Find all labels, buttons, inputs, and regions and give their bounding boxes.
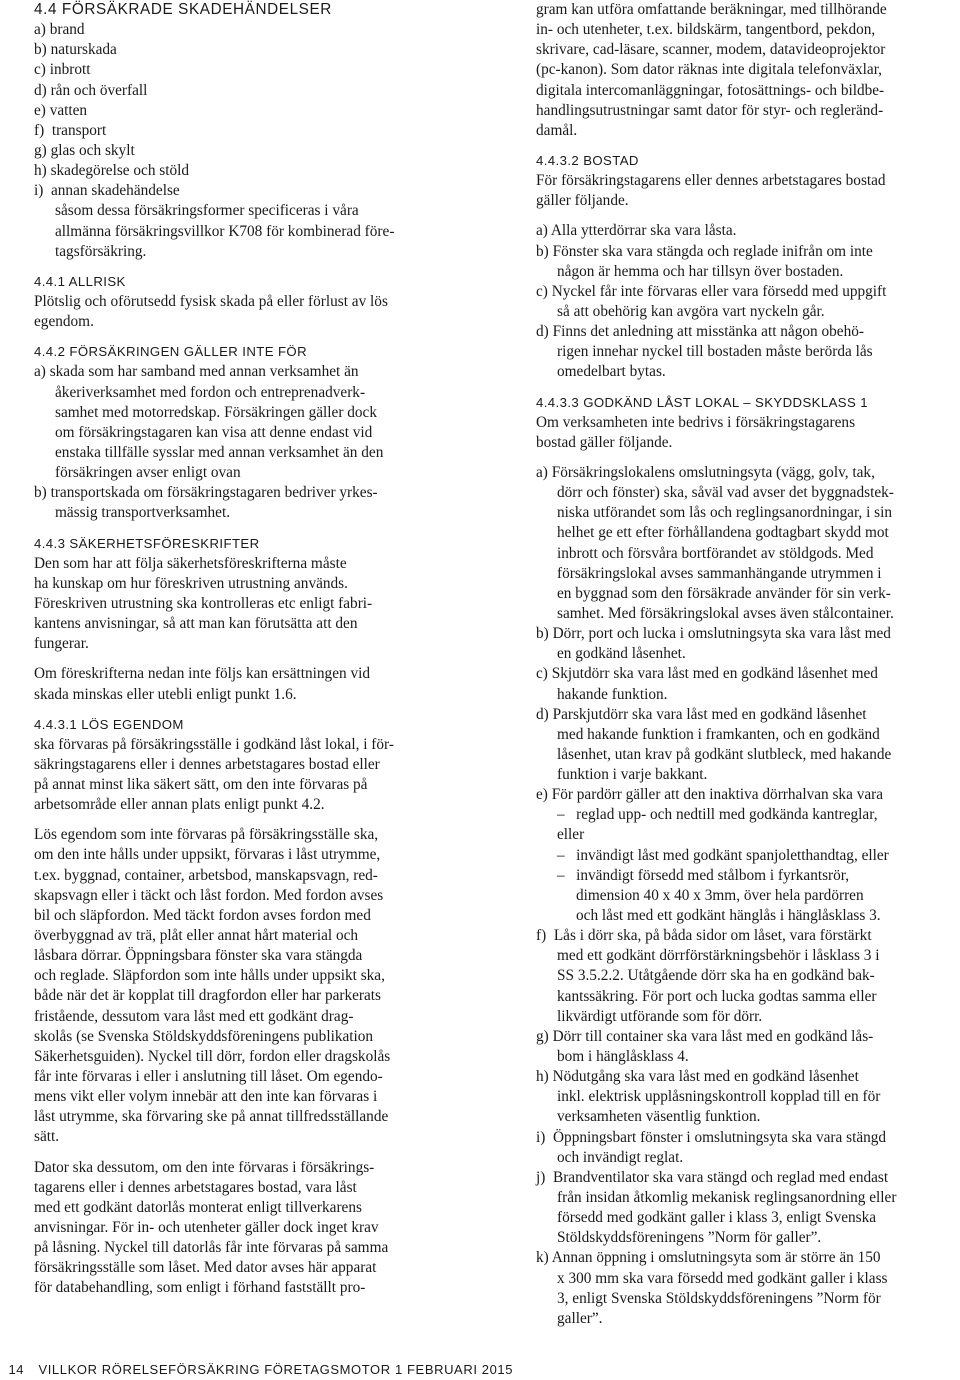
list-item: c) inbrott — [34, 61, 91, 79]
text-line: åkeriverksamhet med fordon och entreprenadverk- — [55, 383, 366, 401]
list-item: h) skadegörelse och stöld — [34, 162, 190, 180]
list-item: e) vatten — [34, 101, 88, 119]
text-line: in- och utenheter, t.ex. bildskärm, tangentbord, pekdon, — [536, 21, 876, 39]
subsection-heading: 4.4.3.3 GODKÄND LÅST LOKAL – SKYDDSKLASS 1 — [536, 394, 868, 410]
text-line: Om föreskrifterna nedan inte följs kan ersättningen vid — [34, 665, 371, 683]
list-item: k) Annan öppning i omslutningsyta som är större än 150 — [536, 1249, 881, 1267]
list-item: b) Dörr, port och lucka i omslutningsyta ska vara låst med — [536, 625, 891, 643]
text-line: Den som har att följa säkerhetsföreskrifterna måste — [34, 554, 347, 572]
subsection-heading: 4.4.2 FÖRSÄKRINGEN GÄLLER INTE FÖR — [34, 344, 308, 360]
text-line: om den inte hålls under uppsikt, förvaras i låst utrymme, — [34, 846, 381, 864]
text-line: Dator ska dessutom, om den inte förvaras i försäkrings- — [34, 1158, 375, 1176]
list-item: d) Parskjutdörr ska vara låst med en godkänd låsenhet — [536, 705, 867, 723]
list-item: a) Försäkringslokalens omslutningsyta (vägg, golv, tak, — [536, 463, 875, 481]
text-line: arbetsområde eller annan plats enligt punkt 4.2. — [34, 796, 325, 814]
subsection-heading: 4.4.3.2 BOSTAD — [536, 152, 639, 168]
text-line: mens vikt eller volym innebär att den inte kan förvaras i — [34, 1088, 378, 1106]
text-line: Plötslig och oförutsedd fysisk skada på eller förlust av lös — [34, 292, 388, 310]
text-line: en godkänd låsenhet. — [557, 645, 686, 663]
text-line: skapsvagn eller i täckt och låst fordon. Med fordon avses — [34, 886, 384, 904]
list-item: h) Nödutgång ska vara låst med en godkänd låsenhet — [536, 1068, 859, 1086]
right-column — [536, 0, 960, 1329]
page-number: 14 — [8, 1362, 25, 1377]
text-line: handlingsutrustningar samt dator för styr- och regleränd- — [536, 101, 884, 119]
text-line: mässig transportverksamhet. — [55, 504, 231, 522]
text-line: bostad gäller följande. — [536, 433, 673, 451]
list-item: d) rån och överfall — [34, 81, 148, 99]
list-item: a) Alla ytterdörrar ska vara låsta. — [536, 222, 737, 240]
text-line: låsenhet, utan krav på godkänt slutbleck, med hakande — [557, 745, 892, 763]
text-line: Lös egendom som inte förvaras på försäkringsställe ska, — [34, 826, 379, 844]
text-line: hakande funktion. — [557, 685, 668, 703]
list-item: b) naturskada — [34, 41, 117, 59]
list-item: g) Dörr till container ska vara låst med en godkänd lås- — [536, 1027, 874, 1045]
text-line: sätt. — [34, 1128, 60, 1146]
text-line: t.ex. byggnad, container, arbetsbod, manskapsvagn, red- — [34, 866, 378, 884]
text-line: från insidan åtkomlig mekanisk reglingsanordning eller — [557, 1189, 897, 1207]
dash-item: – invändigt låst med godkänt spanjoletthandtag, eller — [557, 846, 889, 864]
text-line: bom i hänglåsklass 4. — [557, 1048, 689, 1066]
text-line: gram kan utföra omfattande beräkningar, med tillhörande — [536, 1, 887, 18]
text-line: skada minskas eller utebli enligt punkt 1.6. — [34, 685, 297, 703]
text-line: med hakande funktion i framkanten, och en godkänd — [557, 725, 880, 743]
text-line: ha kunskap om hur föreskriven utrustning används. — [34, 574, 348, 592]
subsection-heading: 4.4.3.1 LÖS EGENDOM — [34, 716, 184, 732]
list-item: a) skada som har samband med annan verksamhet än — [34, 363, 359, 381]
text-line: dörr och fönster) ska, såväl vad avser det byggnadstek- — [557, 484, 894, 502]
list-item: b) transportskada om försäkringstagaren bedriver yrkes- — [34, 484, 378, 502]
list-item: c) Skjutdörr ska vara låst med en godkänd låsenhet med — [536, 665, 878, 683]
text-line: omedelbart bytas. — [557, 363, 666, 381]
dash-item: – invändigt försedd med stålbom i fyrkantsrör, — [557, 866, 850, 884]
text-line: ska förvaras på försäkringsställe i godkänd låst lokal, i för- — [34, 735, 394, 753]
text-line: säkringstagarens eller i dennes arbetstagares bostad eller — [34, 755, 380, 773]
text-line: inkl. elektrisk upplåsningskontroll kopplad till en för — [557, 1088, 881, 1106]
list-item: j) Brandventilator ska vara stängd och reglad med endast — [536, 1168, 889, 1186]
text-line: på annat minst lika säkert sätt, om den inte förvaras på — [34, 776, 368, 794]
list-item: c) Nyckel får inte förvaras eller vara försedd med uppgift — [536, 282, 887, 300]
text-line: eller — [557, 826, 585, 844]
text-line: försäkringen avser enligt ovan — [55, 464, 241, 482]
list-item: f) Lås i dörr ska, på båda sidor om låset, vara förstärkt — [536, 927, 872, 945]
text-line: Säkerhetsguiden). Nyckel till dörr, fordon eller dragskolås — [34, 1047, 391, 1065]
text-line: såsom dessa försäkringsformer specificeras i våra — [55, 202, 359, 220]
text-line: låsbara dörrar. Öppningsbara fönster ska vara stängda — [34, 947, 363, 965]
list-item: f) transport — [34, 121, 107, 139]
list-item: i) annan skadehändelse — [34, 182, 180, 200]
text-line: Stöldskyddsföreningens ”Norm för galler”. — [557, 1229, 822, 1247]
text-line: en byggnad som den försäkrade använder för sin verk- — [557, 584, 891, 602]
text-line: både när det är kopplat till dragfordon eller har parkerats — [34, 987, 382, 1005]
text-line: SS 3.5.2.2. Utåtgående dörr ska ha en godkänd bak- — [557, 967, 875, 985]
list-item: e) För pardörr gäller att den inaktiva dörrhalvan ska vara — [536, 786, 884, 804]
text-line: enstaka tillfälle sysslar med annan verksamhet än den — [55, 443, 384, 461]
footer-title: VILLKOR RÖRELSEFÖRSÄKRING FÖRETAGSMOTOR 1 FEBRUARI 2015 — [38, 1362, 514, 1377]
text-line: på låsning. Nyckel till datorlås får inte förvaras på samma — [34, 1239, 389, 1257]
text-line: allmänna försäkringsvillkor K708 för kombinerad före- — [55, 222, 395, 240]
text-line: får inte förvaras i eller i anslutning till låset. Om egendo- — [34, 1068, 383, 1086]
list-item: b) Fönster ska vara stängda och reglade inifrån om inte — [536, 242, 873, 260]
text-line: (pc-kanon). Som dator räknas inte digitala telefonväxlar, — [536, 61, 882, 79]
text-line: fristående, dessutom vara låst med ett godkänt drag- — [34, 1007, 354, 1025]
text-line: inbrott och försvåra bortförandet av stöldgods. Med — [557, 544, 874, 562]
list-item: i) Öppningsbart fönster i omslutningsyta ska vara stängd — [536, 1128, 887, 1146]
text-line: tagsförsäkring. — [55, 242, 147, 260]
text-line: Föreskriven utrustning ska kontrolleras etc enligt fabri- — [34, 594, 373, 612]
text-line: om försäkringstagaren kan visa att denne endast vid — [55, 423, 373, 441]
text-line: kantssäkring. För port och lucka godtas samma eller — [557, 987, 877, 1005]
text-line: överbyggnad av trä, plåt eller annat hårt material och — [34, 927, 359, 945]
text-line: försedd med godkänt galler i klass 3, enligt Svenska — [557, 1209, 877, 1227]
text-line: och invändigt reglat. — [557, 1148, 684, 1166]
list-item: d) Finns det anledning att misstänka att någon obehö- — [536, 323, 864, 341]
dash-item: – reglad upp- och nedtill med godkända kantreglar, — [557, 806, 878, 824]
text-line: med ett godkänt datorlås monterat enligt tillverkarens — [34, 1198, 362, 1216]
text-line: och reglade. Släpfordon som inte hålls under uppsikt ska, — [34, 967, 385, 985]
text-line: och låst med ett godkänt hänglås i hänglåsklass 3. — [576, 907, 881, 925]
text-line: rigen innehar nyckel till bostaden måste berörda lås — [557, 343, 873, 361]
text-line: x 300 mm ska vara försedd med godkänt galler i klass — [557, 1269, 888, 1287]
text-line: kantens anvisningar, så att man kan förutsätta att den — [34, 615, 358, 633]
text-line: dimension 40 x 40 x 3mm, över hela pardörren — [576, 886, 864, 904]
subsection-heading: 4.4.1 ALLRISK — [34, 273, 126, 289]
text-line: egendom. — [34, 313, 94, 331]
section-heading: 4.4 FÖRSÄKRADE SKADEHÄNDELSER — [34, 1, 332, 18]
text-line: försäkringsställe som låset. Med dator avses här apparat — [34, 1259, 377, 1277]
text-line: så att obehörig kan avgöra vart nyckeln går. — [557, 302, 825, 320]
text-line: galler”. — [557, 1309, 603, 1327]
text-line: verksamheten väsentlig funktion. — [557, 1108, 761, 1126]
text-line: någon är hemma och har tillsyn över bostaden. — [557, 262, 844, 280]
left-column — [34, 0, 468, 1299]
text-line: försäkringslokal avses sammanhängande utrymmen i — [557, 564, 882, 582]
text-line: damål. — [536, 121, 578, 139]
text-line: fungerar. — [34, 635, 89, 653]
text-line: samhet med motorredskap. Försäkringen gäller dock — [55, 403, 377, 421]
text-line: digitala intercomanläggningar, fotosättnings- och bildbe- — [536, 81, 885, 99]
list-item: a) brand — [34, 21, 85, 39]
page-footer — [0, 1340, 514, 1377]
text-line: likvärdigt utförande som för dörr. — [557, 1007, 763, 1025]
list-item: g) glas och skylt — [34, 141, 135, 159]
text-line: Om verksamheten inte bedrivs i försäkringstagarens — [536, 413, 856, 431]
subsection-heading: 4.4.3 SÄKERHETSFÖRESKRIFTER — [34, 535, 260, 551]
text-line: bil och släpfordon. Med täckt fordon avses fordon med — [34, 906, 371, 924]
text-line: skolås (se Svenska Stöldskyddsföreningens publikation — [34, 1027, 374, 1045]
text-line: låst utrymme, ska förvaring ske på annat tillfredsställande — [34, 1108, 389, 1126]
text-line: helhet ge ett efter förhållandena godtagbart skydd mot — [557, 524, 889, 542]
text-line: samhet. Med försäkringslokal avses även stålcontainer. — [557, 604, 894, 622]
text-line: niska utförandet som lås och reglingsanordningar, i sin — [557, 504, 893, 522]
text-line: anvisningar. För in- och utenheter gäller dock inget krav — [34, 1219, 379, 1237]
text-line: funktion i varje bakkant. — [557, 766, 708, 784]
text-line: skrivare, cad-läsare, scanner, modem, datavideoprojektor — [536, 41, 886, 59]
text-line: 3, enligt Svenska Stöldskyddsföreningens ”Norm för — [557, 1289, 881, 1307]
text-line: För försäkringstagarens eller dennes arbetstagares bostad — [536, 172, 886, 190]
text-line: tagarens eller i dennes arbetstagares bostad, vara låst — [34, 1178, 357, 1196]
text-line: gäller följande. — [536, 192, 629, 210]
text-line: för databehandling, som enligt i förhand fastställt pro- — [34, 1279, 366, 1297]
text-line: med ett godkänt dörrförstärkningsbehör i låsklass 3 i — [557, 947, 880, 965]
